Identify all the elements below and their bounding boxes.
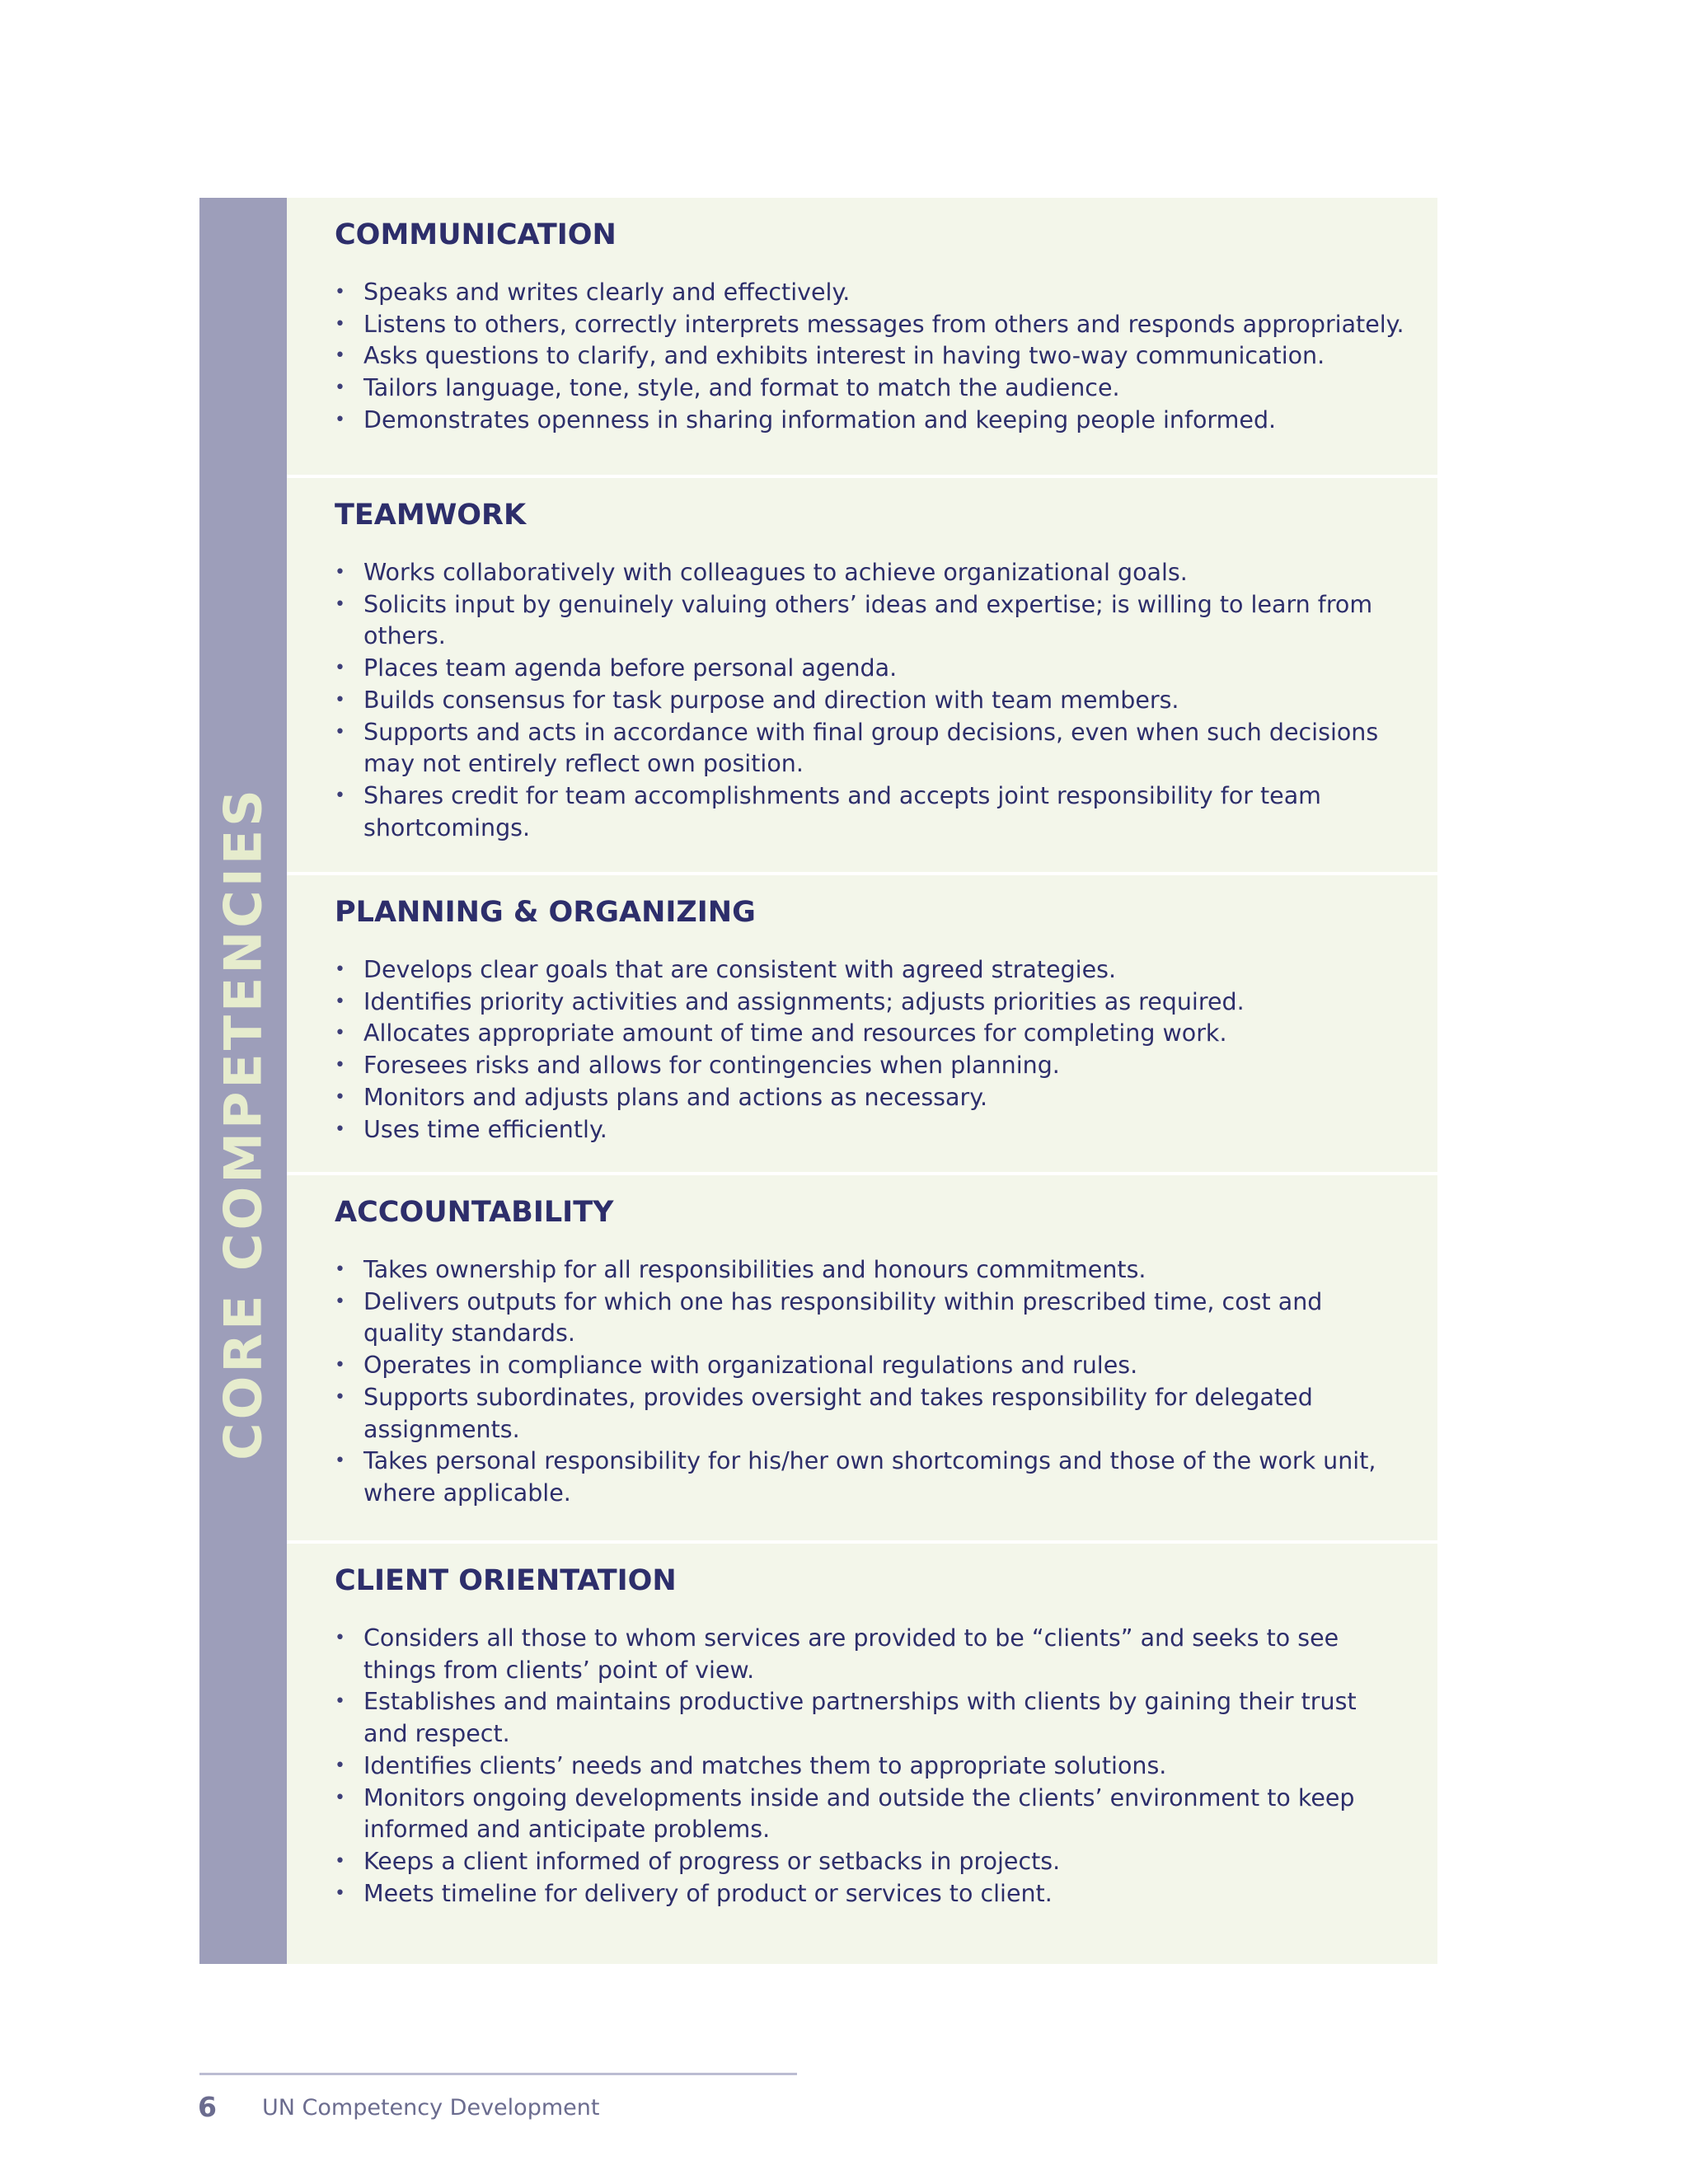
bullet-list	[335, 1623, 1404, 1910]
section-title: PLANNING & ORGANIZING	[335, 896, 756, 929]
footer-rule	[199, 2073, 797, 2075]
bullet-list	[335, 557, 1404, 844]
list-item: • Supports subordinates, provides oversight and takes responsibility for delegated assignments.	[335, 1382, 1404, 1446]
section-teamwork	[287, 478, 1437, 872]
section-title: ACCOUNTABILITY	[335, 1196, 614, 1229]
list-item: • Meets timeline for delivery of product or services to client.	[335, 1878, 1404, 1910]
list-item: • Places team agenda before personal agenda.	[335, 653, 1404, 685]
list-item: • Foresees risks and allows for contingencies when planning.	[335, 1050, 1404, 1082]
list-item: • Asks questions to clarify, and exhibits interest in having two-way communication.	[335, 340, 1404, 373]
list-item: • Operates in compliance with organizational regulations and rules.	[335, 1350, 1404, 1382]
list-item: • Takes personal responsibility for his/her own shortcomings and those of the work unit, where applicable.	[335, 1446, 1404, 1509]
list-item: • Monitors and adjusts plans and actions as necessary.	[335, 1082, 1404, 1114]
list-item: • Listens to others, correctly interprets messages from others and responds appropriately.	[335, 309, 1404, 341]
list-item: • Considers all those to whom services are provided to be “clients” and seeks to see things from clients’ point of view.	[335, 1623, 1404, 1686]
list-item: • Demonstrates openness in sharing information and keeping people informed.	[335, 405, 1404, 437]
list-item: • Takes ownership for all responsibilities and honours commitments.	[335, 1254, 1404, 1286]
bullet-list	[335, 1254, 1404, 1510]
section-planning-organizing	[287, 875, 1437, 1172]
list-item: • Supports and acts in accordance with final group decisions, even when such decisions may not entirely reflect own position.	[335, 717, 1404, 780]
list-item: • Delivers outputs for which one has responsibility within prescribed time, cost and quality standards.	[335, 1286, 1404, 1350]
bullet-list	[335, 277, 1404, 437]
section-accountability	[287, 1175, 1437, 1540]
page-number: 6	[198, 2091, 217, 2123]
list-item: • Allocates appropriate amount of time and resources for completing work.	[335, 1018, 1404, 1050]
list-item: • Identifies priority activities and assignments; adjusts priorities as required.	[335, 987, 1404, 1019]
list-item: • Identifies clients’ needs and matches them to appropriate solutions.	[335, 1750, 1404, 1783]
list-item: • Speaks and writes clearly and effectively.	[335, 277, 1404, 309]
list-item: • Establishes and maintains productive partnerships with clients by gaining their trust and respect.	[335, 1686, 1404, 1750]
footer-title: UN Competency Development	[262, 2095, 600, 2121]
sections-column	[287, 198, 1437, 1964]
section-communication	[287, 198, 1437, 475]
list-item: • Builds consensus for task purpose and direction with team members.	[335, 685, 1404, 717]
section-title: TEAMWORK	[335, 499, 527, 532]
competency-frame	[199, 198, 1437, 1964]
sidebar-band	[199, 198, 287, 1964]
list-item: • Solicits input by genuinely valuing others’ ideas and expertise; is willing to learn from others.	[335, 589, 1404, 653]
list-item: • Develops clear goals that are consistent with agreed strategies.	[335, 954, 1404, 987]
section-title: COMMUNICATION	[335, 218, 617, 251]
list-item: • Shares credit for team accomplishments and accepts joint responsibility for team shortcomings.	[335, 780, 1404, 844]
list-item: • Works collaboratively with colleagues to achieve organizational goals.	[335, 557, 1404, 589]
list-item: • Uses time efficiently.	[335, 1114, 1404, 1146]
sidebar-label: CORE COMPETENCIES	[213, 786, 274, 1460]
section-title: CLIENT ORIENTATION	[335, 1564, 677, 1597]
list-item: • Keeps a client informed of progress or setbacks in projects.	[335, 1846, 1404, 1878]
list-item: • Tailors language, tone, style, and format to match the audience.	[335, 373, 1404, 405]
bullet-list	[335, 954, 1404, 1146]
list-item: • Monitors ongoing developments inside and outside the clients’ environment to keep informed and anticipate problems.	[335, 1783, 1404, 1846]
section-client-orientation	[287, 1544, 1437, 1964]
